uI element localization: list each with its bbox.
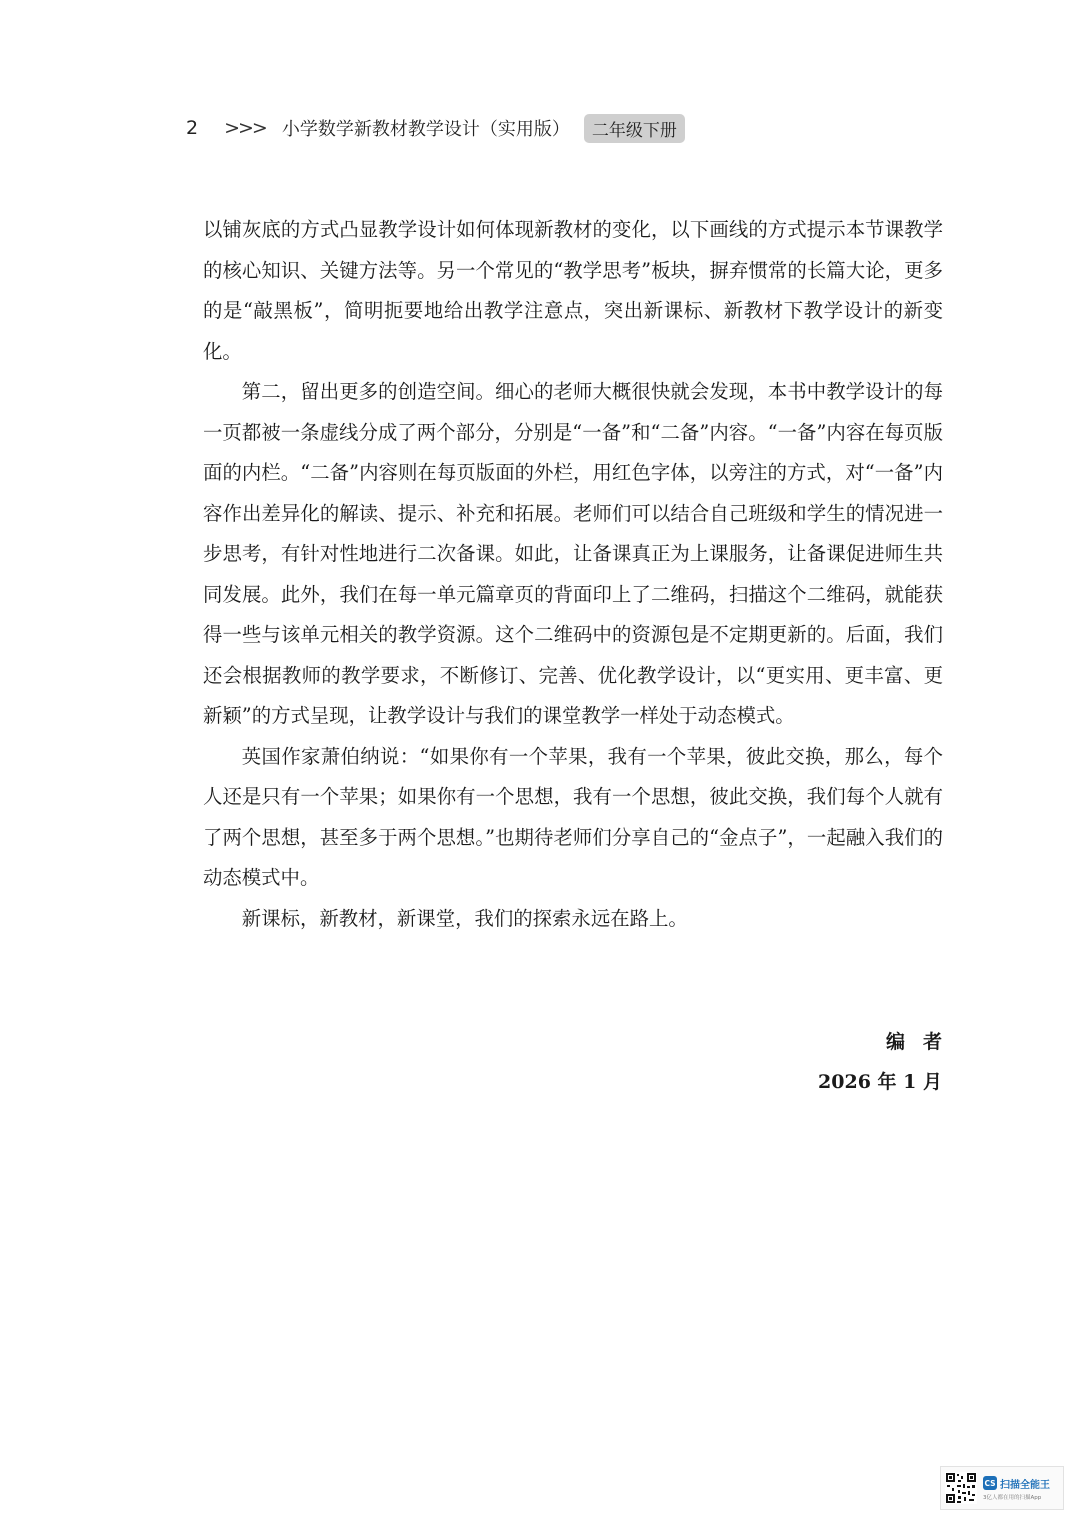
paragraph: 新课标，新教材，新课堂，我们的探索永远在路上。 [241,906,688,930]
grade-tag: 二年级下册 [584,114,685,143]
paragraph: 以铺灰底的方式凸显教学设计如何体现新教材的变化，以下画线的方式提示本节课教学的核心知识、关键方法等。另一个常见的“教学思考”板块，摒弃惯常的长篇大论，更多的是“敲黑板”，简明扼要地给出教学注意点，突出新课标、新教材下教学设计的新变化。 [203,218,943,363]
signature-date: 2026 年 1 月 [818,1071,942,1093]
paragraph: 第二，留出更多的创造空间。细心的老师大概很快就会发现，本书中教学设计的每一页都被一条虚线分成了两个部分，分别是“一备”和“二备”内容。“一备”内容在每页版面的内栏。“二备”内容则在每页版面的外栏，用红色字体，以旁注的方式，对“一备”内容作出差异化的解读、提示、补充和拓展。老师们可以结合自己班级和学生的情况进一步思考，有针对性地进行二次备课。如此，让备课真正为上课服务，让备课促进师生共同发展。此外，我们在每一单元篇章页的背面印上了二维码，扫描这个二维码，就能获得一些与该单元相关的教学资源。这个二维码中的资源包是不定期更新的。后面，我们还会根据教师的教学要求，不断修订、完善、优化教学设计，以“更实用、更丰富、更新颖”的方式呈现，让教学设计与我们的课堂教学一样处于动态模式。 [203,380,943,727]
book-title: 小学数学新教材教学设计（实用版） [281,119,570,140]
chevron-icon: >>> [224,117,266,139]
running-header [186,112,685,144]
signature-author: 编者 [885,1031,960,1053]
signature [818,1022,960,1102]
watermark-app-name: 扫描全能王 [1000,1479,1050,1491]
page-number: 2 [186,117,199,139]
qr-code-icon [945,1472,977,1504]
body-text [203,210,943,939]
paragraph: 英国作家萧伯纳说：“如果你有一个苹果，我有一个苹果，彼此交换，那么，每个人还是只有一个苹果；如果你有一个思想，我有一个思想，彼此交换，我们每个人就有了两个思想，甚至多于两个思想。”也期待老师们分享自己的“金点子”，一起融入我们的动态模式中。 [203,744,943,889]
watermark-slogan: 3亿人都在用的扫描App [983,1494,1042,1501]
scanner-watermark [940,1466,1064,1510]
camscanner-logo-icon: CS [983,1476,997,1490]
